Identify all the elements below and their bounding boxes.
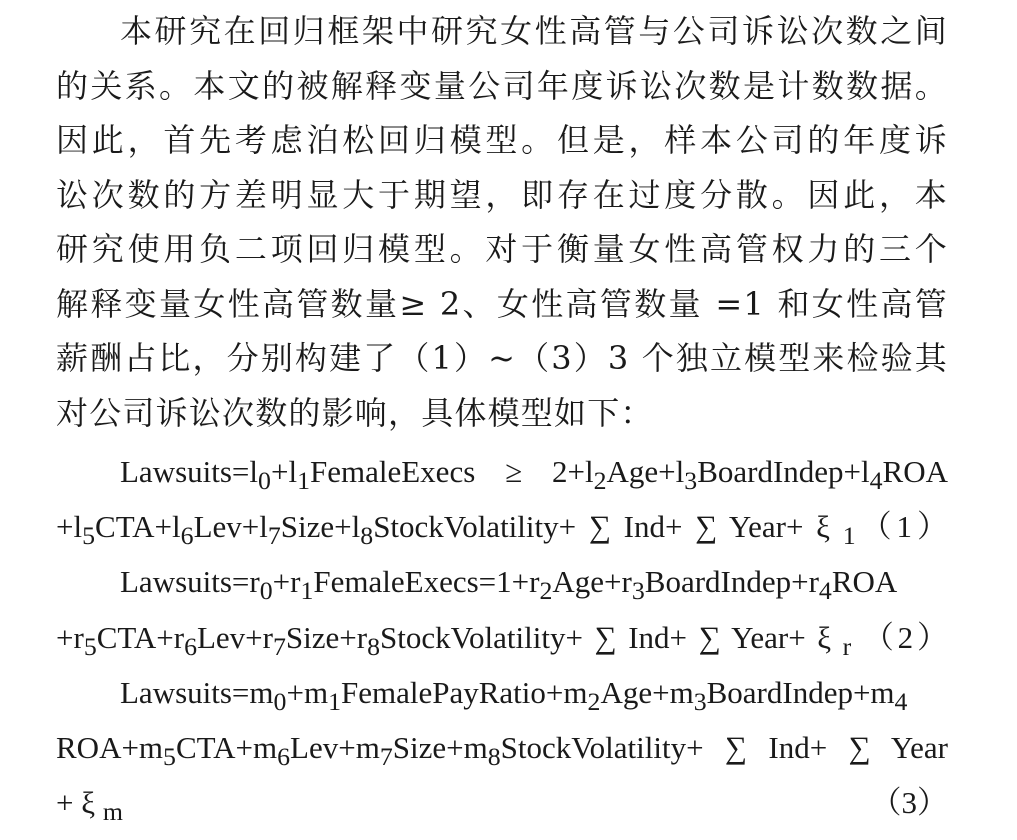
model-3-line-1: $Lawsuits=m_0+m_1FemalePayRatio+m_2Age+m_3BoardIndep+m_4$	[120, 674, 908, 716]
model-1-line-2: $+l_5CTA+l_6Lev+l_7Size+l_8StockVolatility+$ ∑ Ind+ ∑ Year+ ξ $_1$（1）	[56, 509, 948, 551]
paragraph-line: 薪酬占比，分别构建了（1）~（3）3 个独立模型来检验其	[56, 339, 948, 377]
paragraph-line: 研究使用负二项回归模型。对于衡量女性高管权力的三个	[56, 230, 948, 268]
model-3-error-term: + ξ $_m$	[56, 785, 123, 827]
model-3-line-2: $ROA+m_5CTA+m_6Lev+m_7Size+m_8StockVolatility+$ ∑ Ind+ ∑ Year	[56, 729, 948, 772]
paragraph-line: 对公司诉讼次数的影响，具体模型如下：	[56, 393, 654, 432]
paragraph-line: 解释变量女性高管数量≥ 2、女性高管数量 =1 和女性高管	[56, 284, 948, 323]
paragraph-line: 讼次数的方差明显大于期望，即存在过度分散。因此，本	[56, 175, 948, 214]
paragraph-line: 本研究在回归框架中研究女性高管与公司诉讼次数之间	[120, 12, 948, 50]
model-3-equation-number: （3）	[870, 785, 948, 821]
cropped-next-line	[118, 826, 538, 835]
paragraph-line: 的关系。本文的被解释变量公司年度诉讼次数是计数数据。	[56, 66, 948, 105]
model-2-line-1: $Lawsuits=r_0+r_1FemaleExecs=1+r_2Age+r_3BoardIndep+r_4ROA$	[120, 564, 898, 606]
model-1-line-1: $Lawsuits=l_0+l_1FemaleExecs$ ≥ $2+l_2Age+l_3BoardIndep+l_4ROA$	[120, 454, 948, 496]
model-3-line-3	[56, 775, 948, 830]
model-2-line-2: $+r_5CTA+r_6Lev+r_7Size+r_8StockVolatility+$ ∑ Ind+ ∑ Year+ ξ $_r$ （2）	[56, 619, 948, 661]
model-formulas	[56, 444, 948, 830]
body-paragraph	[56, 4, 948, 440]
paragraph-line: 因此，首先考虑泊松回归模型。但是，样本公司的年度诉	[56, 121, 948, 159]
